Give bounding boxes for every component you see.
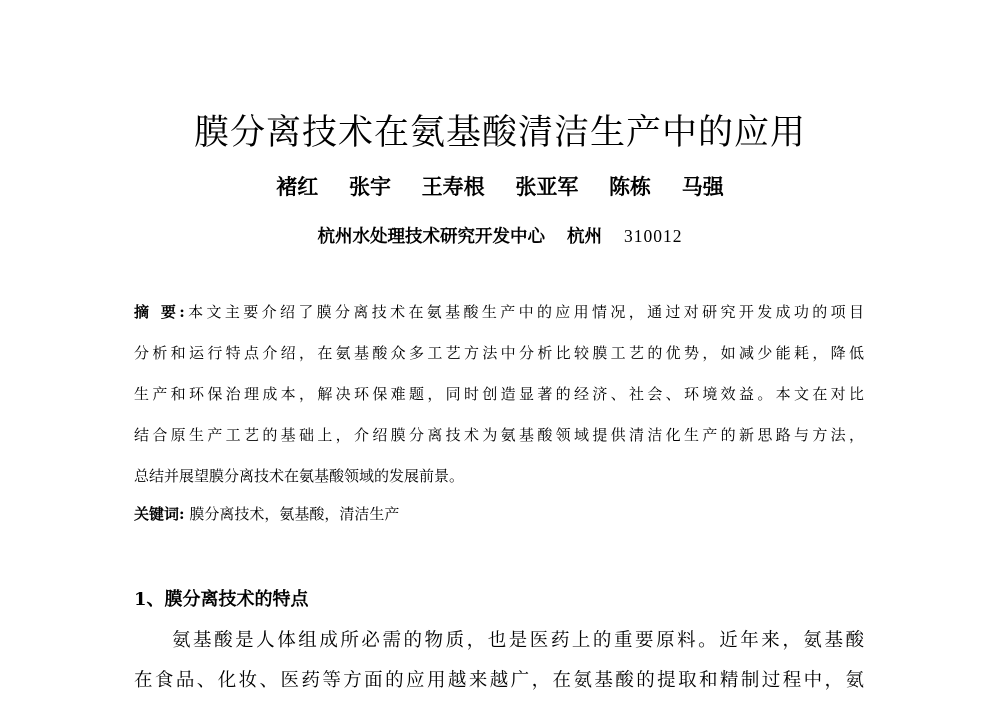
affiliation: [0, 222, 1000, 251]
section-heading: 1、膜分离技术的特点: [134, 589, 309, 610]
keywords: [134, 503, 864, 525]
affiliation-zip: 310012: [624, 226, 683, 246]
author-name: 张宇: [348, 174, 391, 199]
abstract-line: 生产和环保治理成本，解决环保难题，同时创造显著的经济、社会、环境效益。本文在对比: [134, 385, 864, 403]
author-name: 陈栋: [609, 174, 652, 199]
abstract-text: 本文主要介绍了膜分离技术在氨基酸生产中的应用情况，通过对研究开发成功的项目: [184, 303, 864, 321]
abstract-line: [134, 301, 864, 323]
keywords-text: 膜分离技术，氨基酸，清洁生产: [189, 505, 400, 523]
author-list: [0, 172, 1000, 202]
body-paragraph-line: 在食品、化妆、医药等方面的应用越来越广，在氨基酸的提取和精制过程中，氨: [134, 670, 864, 691]
author-name: 褚红: [276, 174, 319, 199]
paper-title: 膜分离技术在氨基酸清洁生产中的应用: [193, 113, 806, 153]
affiliation-city: 杭州: [567, 227, 602, 247]
abstract-label: 摘 要:: [134, 303, 185, 321]
author-name: 马强: [681, 174, 724, 199]
abstract-line: 分析和运行特点介绍，在氨基酸众多工艺方法中分析比较膜工艺的优势，如减少能耗，降低: [134, 344, 864, 362]
keywords-label: 关键词:: [134, 505, 185, 523]
abstract-line: 总结并展望膜分离技术在氨基酸领域的发展前景。: [134, 467, 465, 485]
body-paragraph-line: 氨基酸是人体组成所必需的物质，也是医药上的重要原料。近年来，氨基酸: [172, 630, 864, 651]
abstract-line: 结合原生产工艺的基础上，介绍膜分离技术为氨基酸领域提供清洁化生产的新思路与方法，: [134, 426, 864, 444]
author-name: 张亚军: [515, 174, 579, 199]
author-name: 王寿根: [421, 174, 485, 199]
affiliation-org: 杭州水处理技术研究开发中心: [317, 227, 545, 247]
